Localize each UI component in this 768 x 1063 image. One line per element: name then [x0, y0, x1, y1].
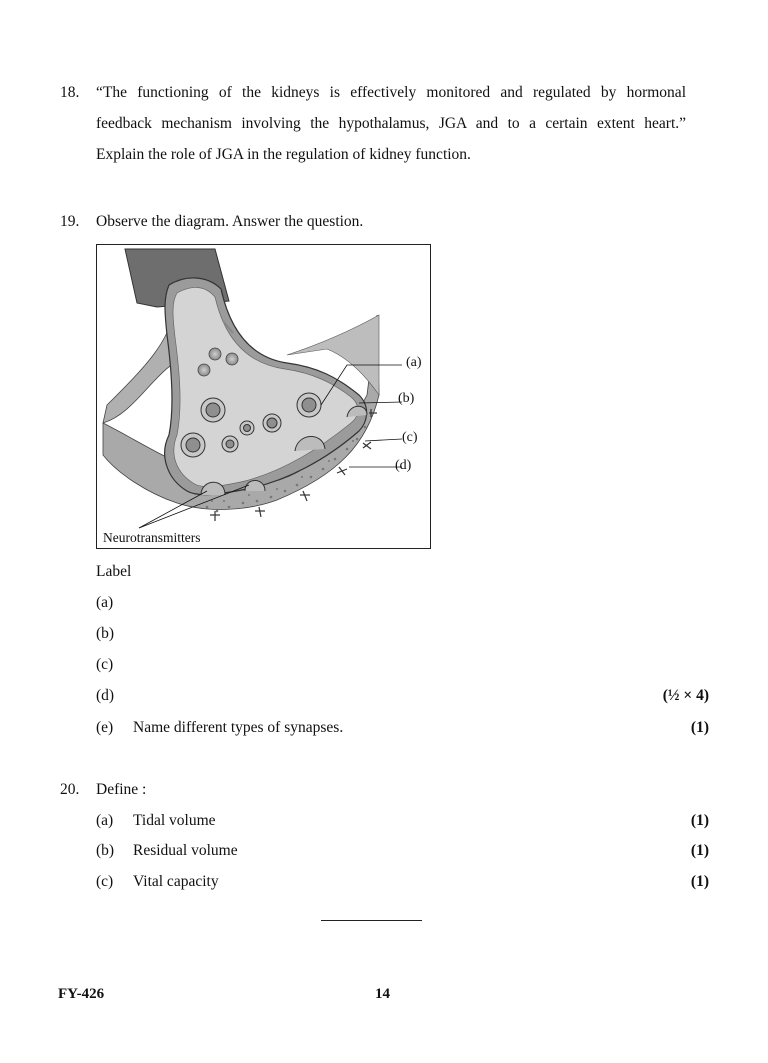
q20-item-b-label: (b): [96, 842, 115, 859]
question-18-line-1: “The functioning of the kidneys is effectively monitored and regulated by hormonal: [96, 84, 686, 101]
q19-item-d-marks: (½ × 4): [662, 687, 709, 704]
diagram-label-a: (a): [406, 355, 422, 370]
q20-item-a-text: Tidal volume: [133, 812, 216, 829]
end-divider: [321, 920, 422, 921]
q19-item-b-label: (b): [96, 625, 115, 642]
q19-item-c-label: (c): [96, 656, 114, 673]
q19-item-e-label: (e): [96, 719, 114, 736]
q20-item-b-text: Residual volume: [133, 842, 238, 859]
question-18-number: 18.: [60, 84, 80, 101]
label-heading: Label: [96, 563, 132, 580]
q19-item-a-label: (a): [96, 594, 114, 611]
synapse-diagram: [96, 244, 431, 549]
diagram-label-b: (b): [398, 391, 415, 406]
page-number: 14: [375, 986, 390, 1002]
footer-code: FY-426: [58, 986, 105, 1002]
q19-item-d-label: (d): [96, 687, 115, 704]
question-18-text: [96, 77, 686, 170]
q20-item-c-label: (c): [96, 873, 114, 890]
synapse-illustration: [97, 245, 430, 548]
diagram-caption: Neurotransmitters: [103, 530, 201, 545]
q20-item-c-marks: (1): [690, 873, 709, 890]
question-18-line-2: feedback mechanism involving the hypothalamus, JGA and to a certain extent heart.”: [96, 115, 686, 132]
q19-item-e-marks: (1): [690, 719, 709, 736]
question-19-number: 19.: [60, 213, 80, 230]
diagram-label-d: (d): [395, 458, 412, 473]
q19-item-e-text: Name different types of synapses.: [133, 719, 344, 736]
question-19-text: Observe the diagram. Answer the question.: [96, 213, 364, 230]
question-20-number: 20.: [60, 781, 80, 798]
q20-item-c-text: Vital capacity: [133, 873, 219, 890]
q20-item-b-marks: (1): [690, 842, 709, 859]
question-20-text: Define :: [96, 781, 147, 798]
question-18-line-3: Explain the role of JGA in the regulation of kidney function.: [96, 146, 471, 163]
diagram-label-c: (c): [402, 430, 418, 445]
q20-item-a-label: (a): [96, 812, 114, 829]
q20-item-a-marks: (1): [690, 812, 709, 829]
